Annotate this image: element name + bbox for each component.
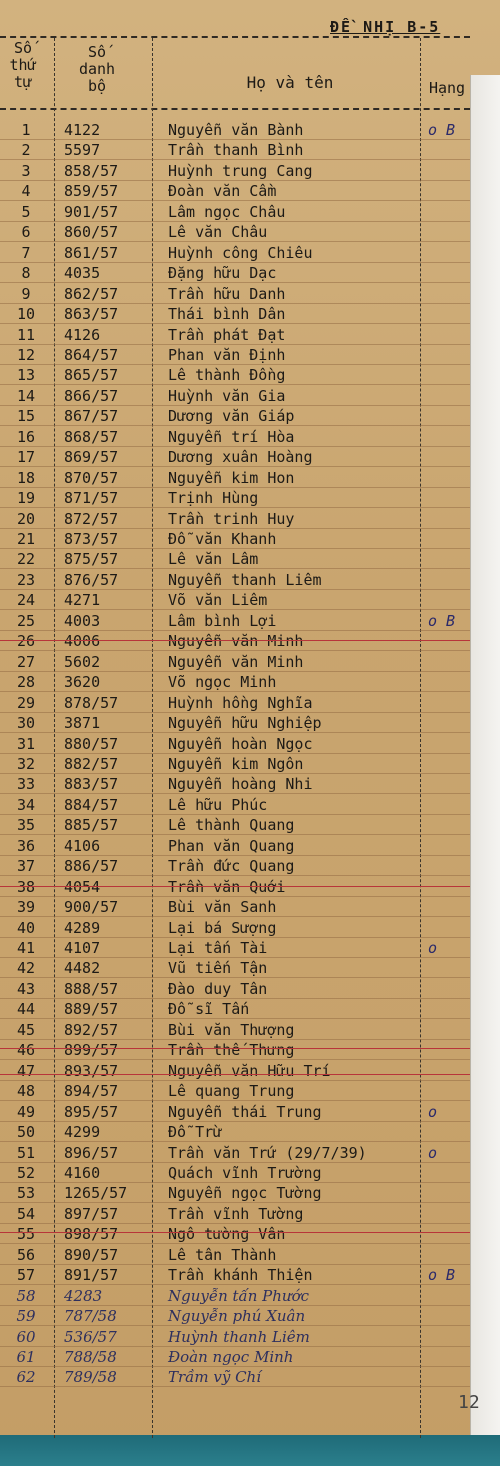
row-stt: 33 xyxy=(16,775,36,793)
row-hang: o B xyxy=(428,612,456,630)
row-so-danh-bo: 1265/57 xyxy=(64,1184,128,1202)
row-ho-ten: Đỗ Trừ xyxy=(168,1123,223,1141)
row-so-danh-bo: 884/57 xyxy=(64,796,119,814)
row-stt: 4 xyxy=(21,182,31,200)
row-ho-ten: Đoàn ngọc Minh xyxy=(168,1348,294,1366)
table-row xyxy=(0,447,470,467)
row-so-danh-bo: 873/57 xyxy=(64,530,119,548)
row-so-danh-bo: 889/57 xyxy=(64,1000,119,1018)
row-stt: 29 xyxy=(16,694,36,712)
row-stt: 59 xyxy=(16,1307,36,1325)
table-row xyxy=(0,1245,470,1265)
row-stt: 26 xyxy=(16,632,36,650)
row-ho-ten: Trần đức Quang xyxy=(168,857,295,875)
row-so-danh-bo: 859/57 xyxy=(64,182,119,200)
row-stt: 38 xyxy=(16,878,36,896)
row-ho-ten: Nguyễn phú Xuân xyxy=(168,1307,306,1325)
table-row xyxy=(0,1183,470,1203)
row-ho-ten: Lê thành Đồng xyxy=(168,366,286,384)
header-so-danh-bo: Số danh bộ xyxy=(78,43,116,95)
row-ho-ten: Lê văn Lâm xyxy=(168,550,259,568)
row-stt: 24 xyxy=(16,591,36,609)
row-stt: 47 xyxy=(16,1062,36,1080)
table-row xyxy=(0,815,470,835)
table-row xyxy=(0,140,470,160)
row-ho-ten: Phan văn Quang xyxy=(168,837,295,855)
row-so-danh-bo: 880/57 xyxy=(64,735,119,753)
row-ho-ten: Lâm bình Lợi xyxy=(168,612,277,630)
row-stt: 9 xyxy=(21,285,31,303)
row-so-danh-bo: 5597 xyxy=(64,141,101,159)
row-stt: 61 xyxy=(16,1348,36,1366)
table-row xyxy=(0,1204,470,1224)
row-ho-ten: Phan văn Định xyxy=(168,346,286,364)
row-ho-ten: Trần phát Đạt xyxy=(168,326,286,344)
row-stt: 40 xyxy=(16,919,36,937)
row-stt: 16 xyxy=(16,428,36,446)
row-ho-ten: Thái bình Dân xyxy=(168,305,286,323)
row-so-danh-bo: 3620 xyxy=(64,673,101,691)
red-strike-54 xyxy=(0,1232,470,1233)
row-ho-ten: Trần văn Quới xyxy=(168,878,286,896)
table-row xyxy=(0,877,470,897)
table-row xyxy=(0,1224,470,1244)
row-stt: 27 xyxy=(16,653,36,671)
row-stt: 2 xyxy=(21,141,31,159)
table-row xyxy=(0,734,470,754)
table-row xyxy=(0,979,470,999)
header-stt: Số thứ tự xyxy=(9,39,37,91)
row-stt: 62 xyxy=(16,1368,36,1386)
row-ho-ten: Trần thanh Bình xyxy=(168,141,304,159)
row-ho-ten: Nguyễn văn Bành xyxy=(168,121,304,139)
row-stt: 46 xyxy=(16,1041,36,1059)
row-ho-ten: Võ văn Liêm xyxy=(168,591,268,609)
table-row xyxy=(0,672,470,692)
row-so-danh-bo: 3871 xyxy=(64,714,101,732)
header-top-rule xyxy=(0,36,470,38)
table-row xyxy=(0,631,470,651)
table-row xyxy=(0,590,470,610)
row-so-danh-bo: 863/57 xyxy=(64,305,119,323)
row-ho-ten: Lại tấn Tài xyxy=(168,939,268,957)
row-so-danh-bo: 4283 xyxy=(64,1287,103,1305)
row-so-danh-bo: 4006 xyxy=(64,632,101,650)
row-stt: 30 xyxy=(16,714,36,732)
row-so-danh-bo: 867/57 xyxy=(64,407,119,425)
table-row xyxy=(0,1040,470,1060)
table-row xyxy=(0,795,470,815)
row-so-danh-bo: 900/57 xyxy=(64,898,119,916)
table-row xyxy=(0,570,470,590)
row-stt: 35 xyxy=(16,816,36,834)
row-so-danh-bo: 891/57 xyxy=(64,1266,119,1284)
table-row xyxy=(0,284,470,304)
row-so-danh-bo: 895/57 xyxy=(64,1103,119,1121)
table-row xyxy=(0,161,470,181)
row-hang: o xyxy=(428,1103,438,1121)
table-row xyxy=(0,999,470,1019)
row-ho-ten: Lê văn Châu xyxy=(168,223,268,241)
row-stt: 19 xyxy=(16,489,36,507)
row-so-danh-bo: 869/57 xyxy=(64,448,119,466)
row-stt: 14 xyxy=(16,387,36,405)
row-so-danh-bo: 872/57 xyxy=(64,510,119,528)
row-ho-ten: Nguyễn hữu Nghiệp xyxy=(168,714,322,732)
row-stt: 56 xyxy=(16,1246,36,1264)
row-stt: 8 xyxy=(21,264,31,282)
row-stt: 5 xyxy=(21,203,31,221)
table-row xyxy=(0,713,470,733)
row-so-danh-bo: 862/57 xyxy=(64,285,119,303)
table-row xyxy=(0,325,470,345)
table-row xyxy=(0,836,470,856)
table-row xyxy=(0,938,470,958)
row-so-danh-bo: 4299 xyxy=(64,1123,101,1141)
table-row xyxy=(0,754,470,774)
row-so-danh-bo: 893/57 xyxy=(64,1062,119,1080)
row-ho-ten: Trịnh Hùng xyxy=(168,489,259,507)
row-ho-ten: Trần vĩnh Tường xyxy=(168,1205,304,1223)
row-so-danh-bo: 4054 xyxy=(64,878,101,896)
row-ho-ten: Vũ tiến Tận xyxy=(168,959,268,977)
table-row xyxy=(0,1102,470,1122)
row-ho-ten: Huỳnh hồng Nghĩa xyxy=(168,694,313,712)
row-stt: 15 xyxy=(16,407,36,425)
table-row xyxy=(0,652,470,672)
row-ho-ten: Lê tân Thành xyxy=(168,1246,277,1264)
table-row xyxy=(0,774,470,794)
row-ho-ten: Dương văn Giáp xyxy=(168,407,295,425)
row-so-danh-bo: 4482 xyxy=(64,959,101,977)
row-stt: 55 xyxy=(16,1225,36,1243)
row-ho-ten: Nguyễn hoàng Nhi xyxy=(168,775,313,793)
row-stt: 32 xyxy=(16,755,36,773)
table-row xyxy=(0,529,470,549)
row-stt: 11 xyxy=(16,326,36,344)
row-ho-ten: Trần văn Trứ (29/7/39) xyxy=(168,1144,367,1162)
table-row xyxy=(0,1286,470,1306)
row-ho-ten: Đào duy Tân xyxy=(168,980,268,998)
row-so-danh-bo: 899/57 xyxy=(64,1041,119,1059)
row-stt: 54 xyxy=(16,1205,36,1223)
row-ho-ten: Huỳnh văn Gia xyxy=(168,387,286,405)
table-row xyxy=(0,1081,470,1101)
row-ho-ten: Ngô tường Vân xyxy=(168,1225,286,1243)
row-stt: 42 xyxy=(16,959,36,977)
row-ho-ten: Lê quang Trung xyxy=(168,1082,295,1100)
row-so-danh-bo: 787/58 xyxy=(64,1307,117,1325)
table-row xyxy=(0,181,470,201)
row-so-danh-bo: 890/57 xyxy=(64,1246,119,1264)
table-row xyxy=(0,263,470,283)
table-row xyxy=(0,693,470,713)
row-so-danh-bo: 870/57 xyxy=(64,469,119,487)
row-stt: 45 xyxy=(16,1021,36,1039)
row-so-danh-bo: 860/57 xyxy=(64,223,119,241)
row-stt: 23 xyxy=(16,571,36,589)
row-so-danh-bo: 4126 xyxy=(64,326,101,344)
row-stt: 7 xyxy=(21,244,31,262)
row-so-danh-bo: 789/58 xyxy=(64,1368,117,1386)
row-stt: 37 xyxy=(16,857,36,875)
row-so-danh-bo: 897/57 xyxy=(64,1205,119,1223)
row-stt: 25 xyxy=(16,612,36,630)
row-so-danh-bo: 886/57 xyxy=(64,857,119,875)
row-stt: 48 xyxy=(16,1082,36,1100)
row-ho-ten: Trầm vỹ Chí xyxy=(168,1368,262,1386)
row-stt: 20 xyxy=(16,510,36,528)
row-stt: 34 xyxy=(16,796,36,814)
table-row xyxy=(0,1347,470,1367)
row-so-danh-bo: 876/57 xyxy=(64,571,119,589)
row-so-danh-bo: 5602 xyxy=(64,653,101,671)
row-stt: 12 xyxy=(16,346,36,364)
row-ho-ten: Lê hữu Phúc xyxy=(168,796,268,814)
row-stt: 28 xyxy=(16,673,36,691)
row-so-danh-bo: 865/57 xyxy=(64,366,119,384)
row-stt: 22 xyxy=(16,550,36,568)
table-row xyxy=(0,468,470,488)
table-row xyxy=(0,1020,470,1040)
row-ho-ten: Bùi văn Thượng xyxy=(168,1021,295,1039)
table-row xyxy=(0,1122,470,1142)
row-ho-ten: Đỗ sĩ Tấn xyxy=(168,1000,250,1018)
bottom-background-band xyxy=(0,1435,500,1466)
row-so-danh-bo: 883/57 xyxy=(64,775,119,793)
row-so-danh-bo: 4271 xyxy=(64,591,101,609)
row-stt: 36 xyxy=(16,837,36,855)
table-row xyxy=(0,897,470,917)
row-stt: 21 xyxy=(16,530,36,548)
table-row xyxy=(0,611,470,631)
row-ho-ten: Lâm ngọc Châu xyxy=(168,203,286,221)
row-so-danh-bo: 4160 xyxy=(64,1164,101,1182)
row-so-danh-bo: 4289 xyxy=(64,919,101,937)
row-so-danh-bo: 875/57 xyxy=(64,550,119,568)
table-row xyxy=(0,1061,470,1081)
row-ho-ten: Bùi văn Sanh xyxy=(168,898,277,916)
header-ho-ten: Họ và tên xyxy=(246,73,334,92)
row-so-danh-bo: 866/57 xyxy=(64,387,119,405)
row-ho-ten: Lê thành Quang xyxy=(168,816,295,834)
row-stt: 49 xyxy=(16,1103,36,1121)
red-strike-26 xyxy=(0,640,470,641)
table-row xyxy=(0,918,470,938)
row-hang: o xyxy=(428,939,438,957)
row-ho-ten: Đoàn văn Cầm xyxy=(168,182,277,200)
paper-edge-strip xyxy=(470,75,500,1435)
row-stt: 31 xyxy=(16,735,36,753)
row-stt: 18 xyxy=(16,469,36,487)
row-stt: 39 xyxy=(16,898,36,916)
row-hang: o B xyxy=(428,1266,456,1284)
table-row xyxy=(0,222,470,242)
table-row xyxy=(0,406,470,426)
row-stt: 1 xyxy=(21,121,31,139)
table-row xyxy=(0,202,470,222)
table-row xyxy=(0,488,470,508)
row-so-danh-bo: 878/57 xyxy=(64,694,119,712)
table-row xyxy=(0,386,470,406)
table-row xyxy=(0,345,470,365)
row-hang: o B xyxy=(428,121,456,139)
row-stt: 60 xyxy=(16,1328,36,1346)
row-ho-ten: Trần khánh Thiện xyxy=(168,1266,313,1284)
header-hang: Hạng xyxy=(428,79,466,97)
row-ho-ten: Võ ngọc Minh xyxy=(168,673,277,691)
row-so-danh-bo: 858/57 xyxy=(64,162,119,180)
row-so-danh-bo: 4107 xyxy=(64,939,101,957)
row-so-danh-bo: 536/57 xyxy=(64,1328,117,1346)
table-row xyxy=(0,427,470,447)
row-ho-ten: Nguyễn kim Ngôn xyxy=(168,755,304,773)
row-stt: 52 xyxy=(16,1164,36,1182)
table-row xyxy=(0,1327,470,1347)
table-row xyxy=(0,958,470,978)
row-so-danh-bo: 892/57 xyxy=(64,1021,119,1039)
row-ho-ten: Nguyễn ngọc Tường xyxy=(168,1184,322,1202)
table-row xyxy=(0,243,470,263)
row-stt: 57 xyxy=(16,1266,36,1284)
row-ho-ten: Quách vĩnh Trường xyxy=(168,1164,322,1182)
table-row xyxy=(0,1265,470,1285)
row-stt: 10 xyxy=(16,305,36,323)
row-ho-ten: Đặng hữu Dạc xyxy=(168,264,277,282)
row-stt: 51 xyxy=(16,1144,36,1162)
table-row xyxy=(0,1143,470,1163)
row-so-danh-bo: 885/57 xyxy=(64,816,119,834)
row-stt: 44 xyxy=(16,1000,36,1018)
red-strike-46 xyxy=(0,1048,470,1049)
row-ho-ten: Lại bá Sượng xyxy=(168,919,277,937)
row-hang: o xyxy=(428,1144,438,1162)
row-stt: 17 xyxy=(16,448,36,466)
row-ho-ten: Dương xuân Hoàng xyxy=(168,448,313,466)
row-so-danh-bo: 4003 xyxy=(64,612,101,630)
row-so-danh-bo: 788/58 xyxy=(64,1348,117,1366)
table-row xyxy=(0,304,470,324)
row-ho-ten: Huỳnh công Chiêu xyxy=(168,244,313,262)
row-so-danh-bo: 868/57 xyxy=(64,428,119,446)
red-strike-47 xyxy=(0,1074,470,1075)
row-so-danh-bo: 861/57 xyxy=(64,244,119,262)
row-stt: 3 xyxy=(21,162,31,180)
row-ho-ten: Nguyễn hoàn Ngọc xyxy=(168,735,313,753)
row-ho-ten: Nguyễn văn Minh xyxy=(168,653,304,671)
row-ho-ten: Trần hữu Danh xyxy=(168,285,286,303)
row-stt: 13 xyxy=(16,366,36,384)
row-so-danh-bo: 864/57 xyxy=(64,346,119,364)
header-bottom-rule xyxy=(0,108,470,110)
row-ho-ten: Nguyễn văn Hữu Trí xyxy=(168,1062,331,1080)
row-so-danh-bo: 898/57 xyxy=(64,1225,119,1243)
row-so-danh-bo: 901/57 xyxy=(64,203,119,221)
table-row xyxy=(0,509,470,529)
row-ho-ten: Trần thế Thưng xyxy=(168,1041,295,1059)
table-row xyxy=(0,365,470,385)
row-ho-ten: Nguyễn thanh Liêm xyxy=(168,571,322,589)
row-ho-ten: Huỳnh trung Cang xyxy=(168,162,313,180)
row-so-danh-bo: 4035 xyxy=(64,264,101,282)
row-so-danh-bo: 888/57 xyxy=(64,980,119,998)
row-stt: 41 xyxy=(16,939,36,957)
row-so-danh-bo: 894/57 xyxy=(64,1082,119,1100)
red-strike-38 xyxy=(0,886,470,887)
table-row xyxy=(0,120,470,140)
table-row xyxy=(0,1306,470,1326)
table-row xyxy=(0,549,470,569)
row-ho-ten: Nguyễn trí Hòa xyxy=(168,428,295,446)
row-stt: 50 xyxy=(16,1123,36,1141)
row-so-danh-bo: 871/57 xyxy=(64,489,119,507)
row-ho-ten: Huỳnh thanh Liêm xyxy=(168,1328,310,1346)
row-ho-ten: Nguyễn tấn Phước xyxy=(168,1287,310,1305)
row-stt: 53 xyxy=(16,1184,36,1202)
row-ho-ten: Đỗ văn Khanh xyxy=(168,530,277,548)
row-stt: 58 xyxy=(16,1287,36,1305)
row-so-danh-bo: 882/57 xyxy=(64,755,119,773)
row-so-danh-bo: 4122 xyxy=(64,121,101,139)
row-stt: 43 xyxy=(16,980,36,998)
page-number: 12 xyxy=(458,1392,480,1413)
row-ho-ten: Nguyễn kim Hon xyxy=(168,469,295,487)
row-so-danh-bo: 896/57 xyxy=(64,1144,119,1162)
table-row xyxy=(0,1367,470,1387)
row-so-danh-bo: 4106 xyxy=(64,837,101,855)
row-ho-ten: Nguyễn văn Minh xyxy=(168,632,304,650)
row-ho-ten: Trần trinh Huy xyxy=(168,510,295,528)
page-title: ĐỀ NHỊ B-5 xyxy=(330,18,441,36)
table-row xyxy=(0,856,470,876)
row-ho-ten: Nguyễn thái Trung xyxy=(168,1103,322,1121)
row-stt: 6 xyxy=(21,223,31,241)
table-row xyxy=(0,1163,470,1183)
